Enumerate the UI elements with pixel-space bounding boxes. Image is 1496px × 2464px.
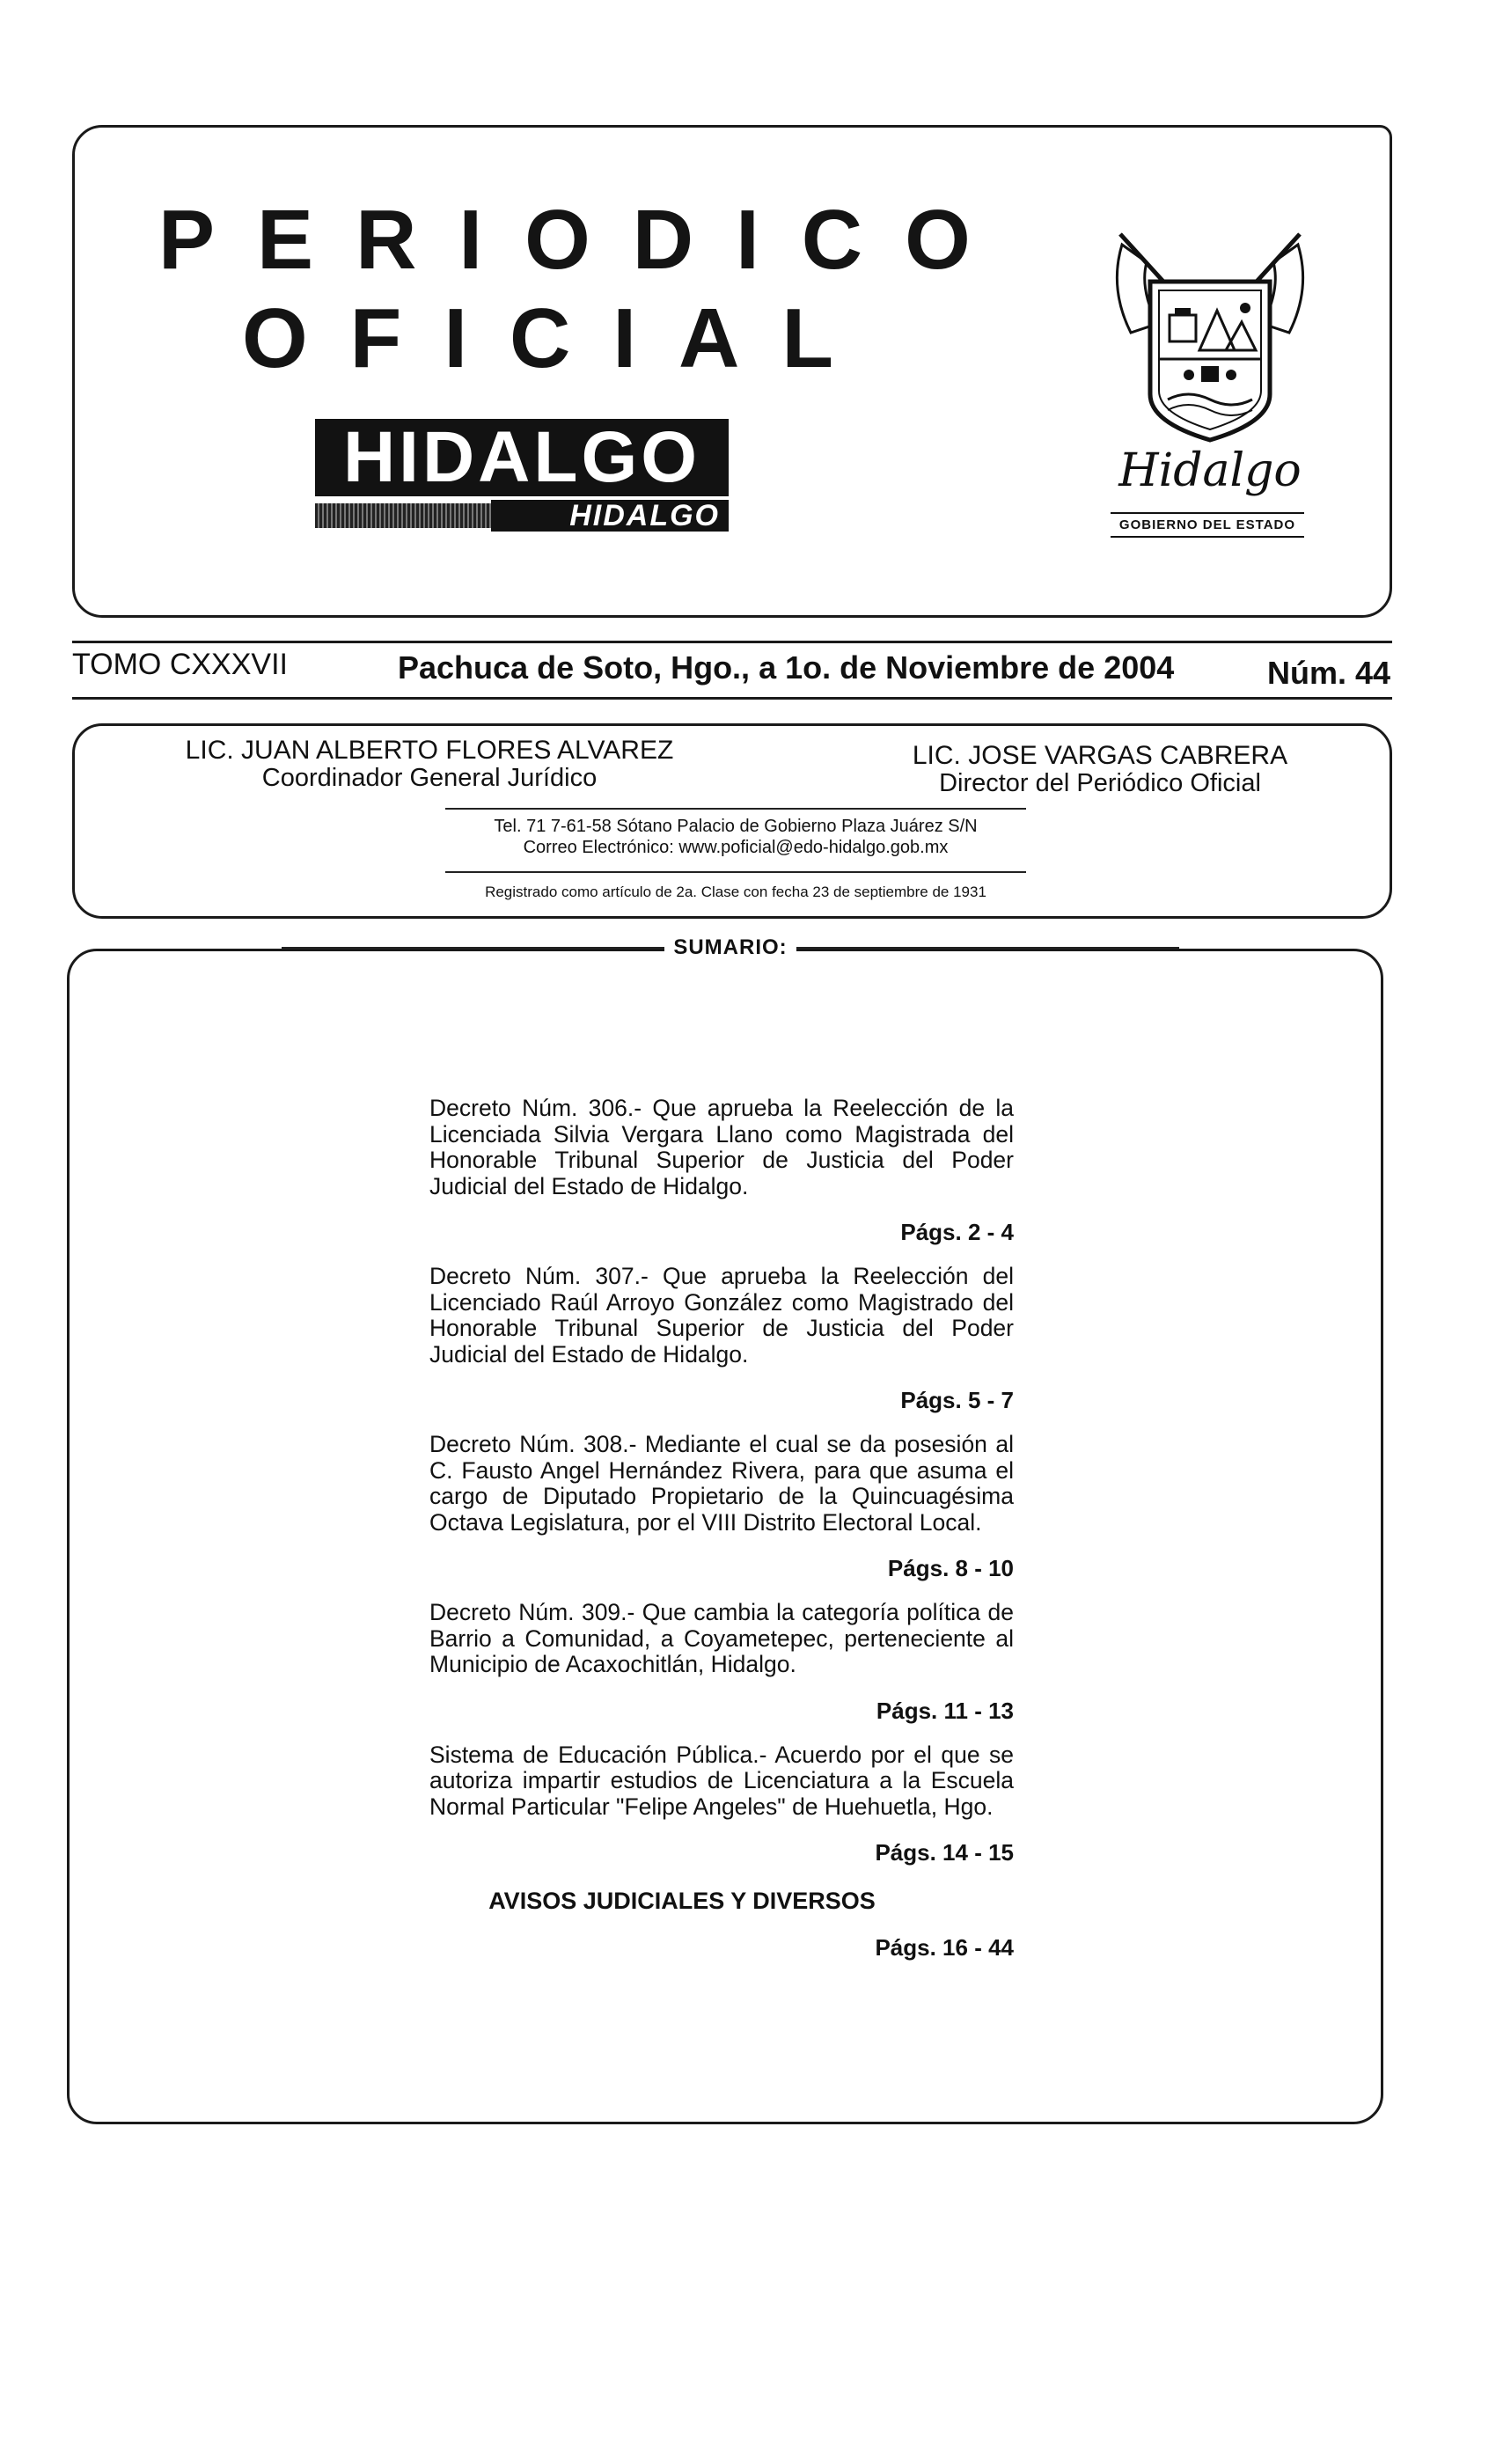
newspaper-title-line1: PERIODICO bbox=[158, 193, 1013, 287]
issue-number: Núm. 44 bbox=[1267, 655, 1391, 691]
sumario-rule-right bbox=[796, 947, 1179, 949]
coat-of-arms-icon bbox=[1104, 227, 1316, 447]
contact-phone-address: Tel. 71 7-61-58 Sótano Palacio de Gobierno Plaza Juárez S/N bbox=[494, 817, 978, 836]
sumario-heading-bar bbox=[282, 935, 1179, 961]
director-name: LIC. JOSE VARGAS CABRERA bbox=[912, 741, 1288, 770]
director-role: Director del Periódico Oficial bbox=[939, 769, 1261, 797]
summary-entry-text: Decreto Núm. 306.- Que aprueba la Reelección de la Licenciada Silvia Vergara Llano como Magistrada del Honorable Tribunal Superior de Justicia del Poder Judicial del Estado de Hidalgo. bbox=[429, 1095, 1014, 1199]
summary-entry bbox=[429, 1742, 1014, 1867]
issue-place-date: Pachuca de Soto, Hgo., a 1o. de Noviembre de 2004 bbox=[398, 649, 1175, 686]
coordinator-role: Coordinador General Jurídico bbox=[261, 764, 598, 792]
sumario-rule-left bbox=[282, 947, 664, 949]
issue-rule-top bbox=[72, 641, 1392, 643]
summary-entry bbox=[429, 1432, 1014, 1582]
hidalgo-logo bbox=[315, 419, 729, 533]
summary-entry-text: Sistema de Educación Pública.- Acuerdo por el que se autoriza impartir estudios de Licenciatura a la Escuela Normal Particular "Felipe Angeles" de Huehuetla, Hgo. bbox=[429, 1741, 1014, 1820]
state-gov-rule-top bbox=[1111, 512, 1304, 514]
registration-rule bbox=[445, 871, 1026, 873]
state-gov-rule-bottom bbox=[1111, 536, 1304, 538]
state-government-label: GOBIERNO DEL ESTADO bbox=[1118, 517, 1296, 532]
newspaper-title-line2: OFICIAL bbox=[242, 291, 876, 385]
avisos-pages: Págs. 16 - 44 bbox=[875, 1934, 1014, 1961]
summary-entry bbox=[429, 1264, 1014, 1414]
issue-rule-bottom bbox=[72, 697, 1392, 700]
summary-entry-pages: Págs. 11 - 13 bbox=[876, 1697, 1014, 1724]
summary-entry bbox=[429, 1600, 1014, 1725]
sumario-heading: SUMARIO: bbox=[664, 935, 796, 960]
contact-email: Correo Electrónico: www.poficial@edo-hidalgo.gob.mx bbox=[523, 838, 949, 857]
summary-list bbox=[429, 1096, 1014, 1962]
hidalgo-logo-big-text: HIDALGO bbox=[315, 419, 729, 496]
state-name-script: Hidalgo bbox=[1118, 444, 1302, 497]
summary-entry-text: Decreto Núm. 309.- Que cambia la categoría política de Barrio a Comunidad, a Coyametepec, perteneciente al Municipio de Acaxochitlán, Hidalgo. bbox=[429, 1599, 1014, 1677]
avisos-heading: AVISOS JUDICIALES Y DIVERSOS bbox=[488, 1888, 876, 1914]
summary-entry-text: Decreto Núm. 308.- Mediante el cual se da posesión al C. Fausto Angel Hernández Rivera, para que asuma el cargo de Diputado Propietario de la Quincuagésima Octava Legislatura, por el VIII Distrito Electoral Local. bbox=[429, 1431, 1014, 1536]
coordinator-name: LIC. JUAN ALBERTO FLORES ALVAREZ bbox=[185, 736, 674, 765]
contact-rule-top bbox=[445, 808, 1026, 810]
registration-note: Registrado como artículo de 2a. Clase con fecha 23 de septiembre de 1931 bbox=[485, 884, 986, 900]
summary-entry-pages: Págs. 8 - 10 bbox=[887, 1555, 1014, 1581]
hidalgo-logo-bar bbox=[315, 503, 491, 528]
hidalgo-logo-small-text: HIDALGO bbox=[491, 500, 729, 532]
summary-entry-text: Decreto Núm. 307.- Que aprueba la Reelección del Licenciado Raúl Arroyo González como Magistrado del Honorable Tribunal Superior de Justicia del Poder Judicial del Estado de Hidalgo. bbox=[429, 1263, 1014, 1368]
summary-entry bbox=[429, 1096, 1014, 1246]
summary-entry-pages: Págs. 2 - 4 bbox=[900, 1219, 1014, 1245]
summary-entry-pages: Págs. 5 - 7 bbox=[900, 1387, 1014, 1413]
summary-entry-pages: Págs. 14 - 15 bbox=[875, 1839, 1014, 1866]
volume-label: TOMO CXXXVII bbox=[72, 648, 288, 681]
